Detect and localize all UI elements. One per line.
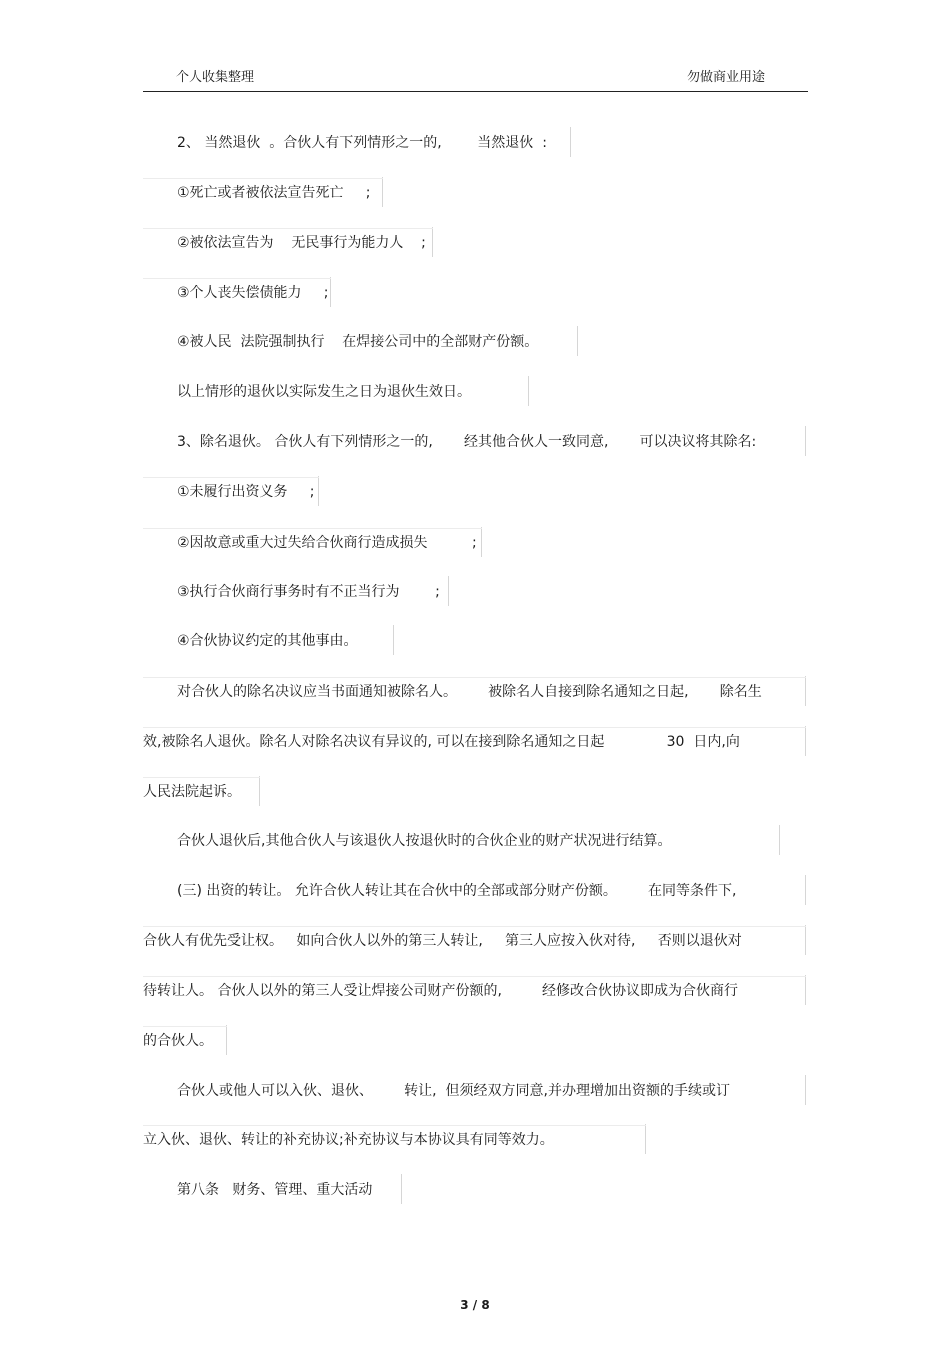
line-end-marker (570, 127, 571, 157)
line-end-marker (805, 975, 806, 1005)
line-guide (143, 228, 433, 229)
text-line: ①未履行出资义务 ; (177, 484, 315, 500)
line-end-marker (448, 576, 449, 606)
page-number: 3 / 8 (460, 1298, 490, 1312)
text-line: 效,被除名人退伙。除名人对除名决议有异议的, 可以在接到除名通知之日起 30 日内,向 (143, 734, 740, 750)
line-end-marker (779, 825, 780, 855)
line-guide (143, 1125, 646, 1126)
line-end-marker (382, 177, 383, 207)
text-line: 待转让人。 合伙人以外的第三人受让焊接公司财产份额的, 经修改合伙协议即成为合伙商行 (143, 983, 738, 999)
line-guide (143, 677, 806, 678)
text-line: ②因故意或重大过失给合伙商行造成损失 ; (177, 535, 477, 551)
line-end-marker (401, 1174, 402, 1204)
line-end-marker (330, 277, 331, 307)
line-end-marker (481, 527, 482, 557)
line-guide (143, 528, 482, 529)
text-line: ③执行合伙商行事务时有不正当行为 ; (177, 584, 440, 600)
text-line: 3、除名退伙。 合伙人有下列情形之一的, 经其他合伙人一致同意, 可以决议将其除名: (177, 434, 757, 450)
header-left-text: 个人收集整理 (176, 70, 255, 85)
text-line: (三) 出资的转让。 允许合伙人转让其在合伙中的全部或部分财产份额。 在同等条件下, (177, 883, 737, 899)
line-end-marker (645, 1124, 646, 1154)
text-line: ④被人民 法院强制执行 在焊接公司中的全部财产份额。 (177, 334, 539, 350)
line-guide (143, 178, 383, 179)
line-end-marker (432, 227, 433, 257)
text-line: 以上情形的退伙以实际发生之日为退伙生效日。 (177, 384, 471, 400)
line-end-marker (805, 726, 806, 756)
line-end-marker (259, 776, 260, 806)
line-end-marker (805, 1075, 806, 1105)
line-end-marker (577, 326, 578, 356)
line-end-marker (318, 476, 319, 506)
text-line: 立入伙、退伙、转让的补充协议;补充协议与本协议具有同等效力。 (143, 1132, 554, 1148)
line-guide (143, 278, 331, 279)
line-end-marker (393, 625, 394, 655)
text-line: 对合伙人的除名决议应当书面通知被除名人。 被除名人自接到除名通知之日起, 除名生 (177, 684, 762, 700)
header-right-text: 勿做商业用途 (687, 70, 766, 85)
line-end-marker (226, 1025, 227, 1055)
line-end-marker (805, 875, 806, 905)
line-end-marker (805, 676, 806, 706)
line-end-marker (805, 925, 806, 955)
line-guide (143, 777, 260, 778)
header-divider (143, 91, 808, 92)
line-guide (143, 926, 806, 927)
text-line: 合伙人有优先受让权。 如向合伙人以外的第三人转让, 第三人应按入伙对待, 否则以退伙对 (143, 933, 742, 949)
text-line: ①死亡或者被依法宣告死亡 ; (177, 185, 371, 201)
line-guide (143, 976, 806, 977)
text-line: 人民法院起诉。 (143, 784, 241, 800)
line-guide (143, 1026, 227, 1027)
text-line: 合伙人或他人可以入伙、退伙、 转让, 但须经双方同意,并办理增加出资额的手续或订 (177, 1083, 730, 1099)
text-line: 2、 当然退伙 。合伙人有下列情形之一的, 当然退伙 : (177, 135, 547, 151)
text-line: 的合伙人。 (143, 1033, 213, 1049)
line-end-marker (528, 376, 529, 406)
line-guide (143, 477, 319, 478)
text-line: ④合伙协议约定的其他事由。 (177, 633, 358, 649)
text-line: ②被依法宣告为 无民事行为能力人 ; (177, 235, 426, 251)
line-guide (143, 727, 806, 728)
text-line: 第八条 财务、管理、重大活动 (177, 1182, 373, 1198)
text-line: ③个人丧失偿债能力 ; (177, 285, 329, 301)
line-end-marker (805, 426, 806, 456)
text-line: 合伙人退伙后,其他合伙人与该退伙人按退伙时的合伙企业的财产状况进行结算。 (177, 833, 672, 849)
